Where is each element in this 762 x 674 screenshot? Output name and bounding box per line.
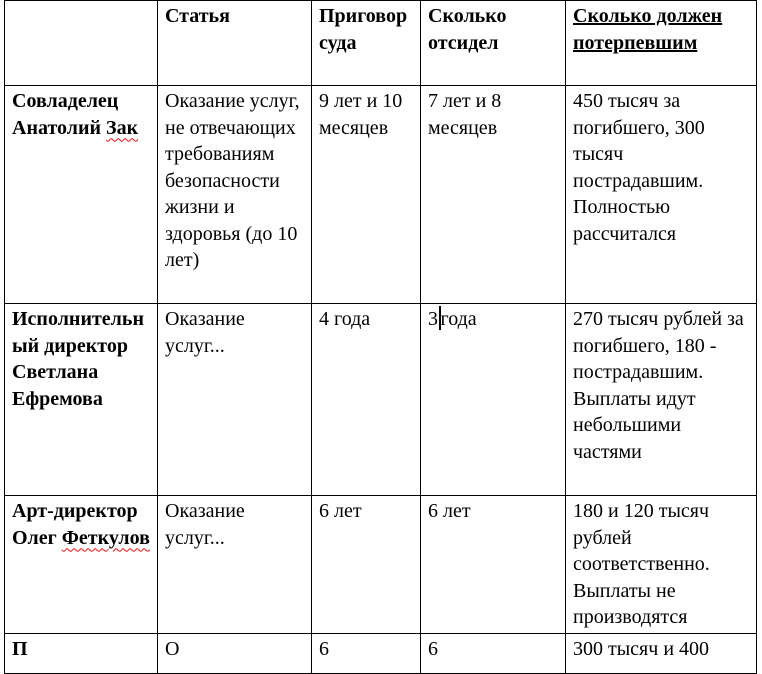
header-cell-owed: Сколько должен потерпевшим (566, 1, 757, 86)
defendant-cell (5, 86, 158, 304)
defendant-cell: П (5, 634, 158, 674)
owed-cell: 450 тысяч за погибшего, 300 тысяч пострадавшим. Полностью рассчитался (566, 86, 757, 304)
table-row (5, 304, 757, 496)
served-number: 3 (428, 308, 438, 330)
sentence-cell: 9 лет и 10 месяцев (312, 86, 421, 304)
owed-cell: 180 и 120 тысяч рублей соответственно. Выплаты не производятся (566, 496, 757, 634)
header-cell-served: Сколько отсидел (421, 1, 566, 86)
table-row (5, 496, 757, 634)
defendant-cell: Исполнительный директор Светлана Ефремова (5, 304, 158, 496)
header-cell-article: Статья (158, 1, 312, 86)
spellcheck-word[interactable]: Зак (106, 116, 139, 139)
owed-cell: 300 тысяч и 400 (566, 634, 757, 674)
table-row (5, 634, 757, 674)
sentence-cell: 6 (312, 634, 421, 674)
defendant-name: Совладелец Анатолий (12, 90, 119, 139)
article-cell: Оказание услуг, не отвечающих требованиям безопасности жизни и здоровья (до 10 лет) (158, 86, 312, 304)
served-cell: 7 лет и 8 месяцев (421, 86, 566, 304)
article-cell: Оказание услуг... (158, 496, 312, 634)
defendant-name: Арт-директор Олег (12, 500, 138, 549)
owed-cell: 270 тысяч рублей за погибшего, 180 - пострадавшим. Выплаты идут небольшими частями (566, 304, 757, 496)
served-unit: года (440, 308, 477, 330)
served-cell: 6 лет (421, 496, 566, 634)
sentence-cell: 4 года (312, 304, 421, 496)
defendant-cell (5, 496, 158, 634)
table-row (5, 86, 757, 304)
article-cell: О (158, 634, 312, 674)
header-cell-empty (5, 1, 158, 86)
sentence-cell: 6 лет (312, 496, 421, 634)
article-cell: Оказание услуг... (158, 304, 312, 496)
header-cell-sentence: Приговор суда (312, 1, 421, 86)
served-cell[interactable] (421, 304, 566, 496)
document-page (4, 0, 760, 660)
served-cell: 6 (421, 634, 566, 674)
header-row (5, 1, 757, 86)
convictions-table (4, 0, 757, 674)
spellcheck-word[interactable]: Феткулов (61, 526, 150, 549)
